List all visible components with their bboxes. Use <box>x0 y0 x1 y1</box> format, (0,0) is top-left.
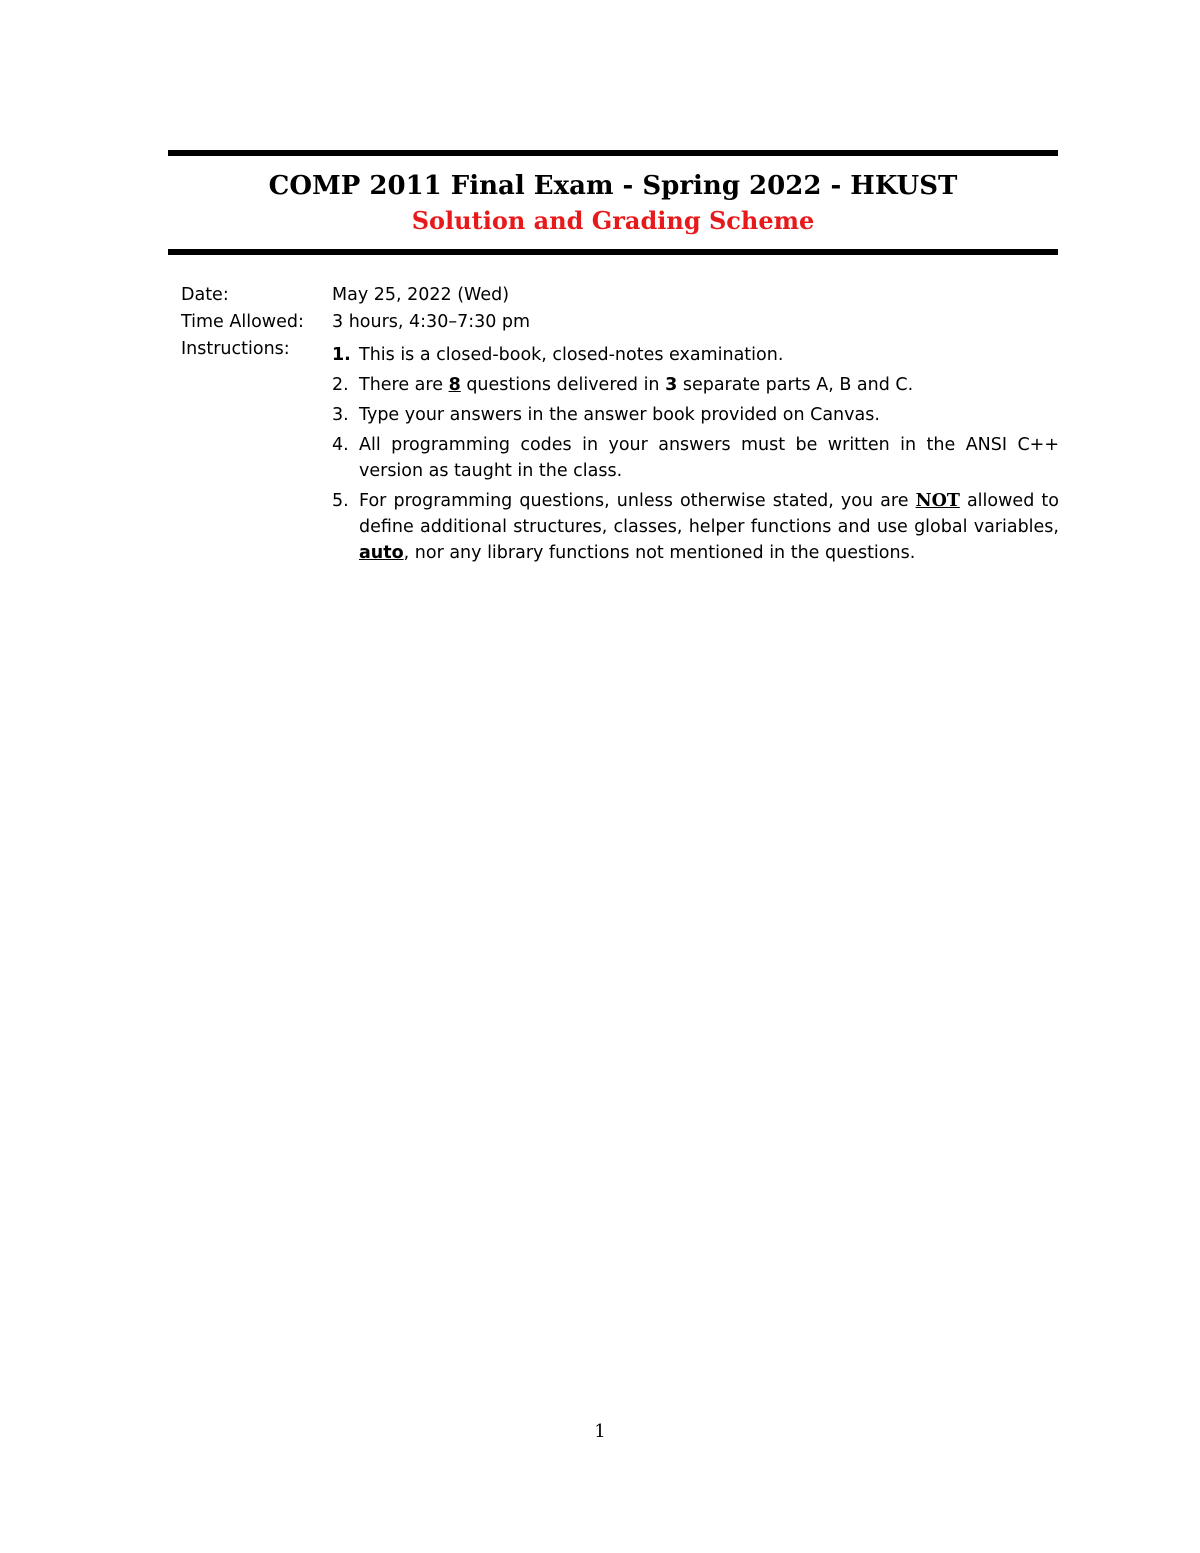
instruction-number: 5. <box>332 491 349 511</box>
top-rule <box>168 150 1058 156</box>
instruction-text <box>359 372 1059 398</box>
exam-info <box>181 282 1059 566</box>
instruction-item <box>332 432 1059 484</box>
instruction-number: 3. <box>332 405 349 425</box>
page-number: 1 <box>594 1421 606 1442</box>
auto-keyword: auto <box>359 543 404 563</box>
exam-title: COMP 2011 Final Exam - Spring 2022 - HKUST <box>268 171 958 201</box>
text-segment: allowed to define additional structures, classes, helper functions and use global variables, <box>359 491 1059 537</box>
not-emphasis: NOT <box>915 491 960 511</box>
instruction-item <box>332 488 1059 566</box>
time-value: 3 hours, 4:30–7:30 pm <box>332 312 531 332</box>
instruction-text: All programming codes in your answers must be written in the ANSI C++ version as taught in the class. <box>359 435 1059 481</box>
instruction-number: 2. <box>332 375 349 395</box>
text-segment: separate parts A, B and C. <box>677 375 914 395</box>
instructions-list <box>332 342 1059 566</box>
instruction-item <box>332 402 1059 428</box>
instructions-row <box>181 336 1059 566</box>
part-count: 3 <box>665 375 678 395</box>
text-segment: , nor any library functions not mentioned in the questions. <box>403 543 916 563</box>
instruction-item <box>332 342 1059 368</box>
date-row <box>181 282 1059 309</box>
instruction-text <box>359 488 1059 566</box>
time-row <box>181 309 1059 336</box>
instruction-number: 1. <box>332 345 351 365</box>
text-segment: There are <box>359 375 449 395</box>
date-label: Date: <box>181 285 229 305</box>
time-label: Time Allowed: <box>181 312 304 332</box>
bottom-rule <box>168 249 1058 255</box>
text-segment: For programming questions, unless otherwise stated, you are <box>359 491 916 511</box>
question-count: 8 <box>448 375 461 395</box>
title-block <box>168 166 1058 236</box>
date-value: May 25, 2022 (Wed) <box>332 285 510 305</box>
text-segment: questions delivered in <box>460 375 666 395</box>
instructions-label: Instructions: <box>181 339 290 359</box>
instruction-number: 4. <box>332 435 349 455</box>
instruction-text: This is a closed-book, closed-notes examination. <box>359 345 784 365</box>
exam-subtitle: Solution and Grading Scheme <box>411 206 815 235</box>
instruction-item <box>332 372 1059 398</box>
instruction-text: Type your answers in the answer book provided on Canvas. <box>359 405 880 425</box>
